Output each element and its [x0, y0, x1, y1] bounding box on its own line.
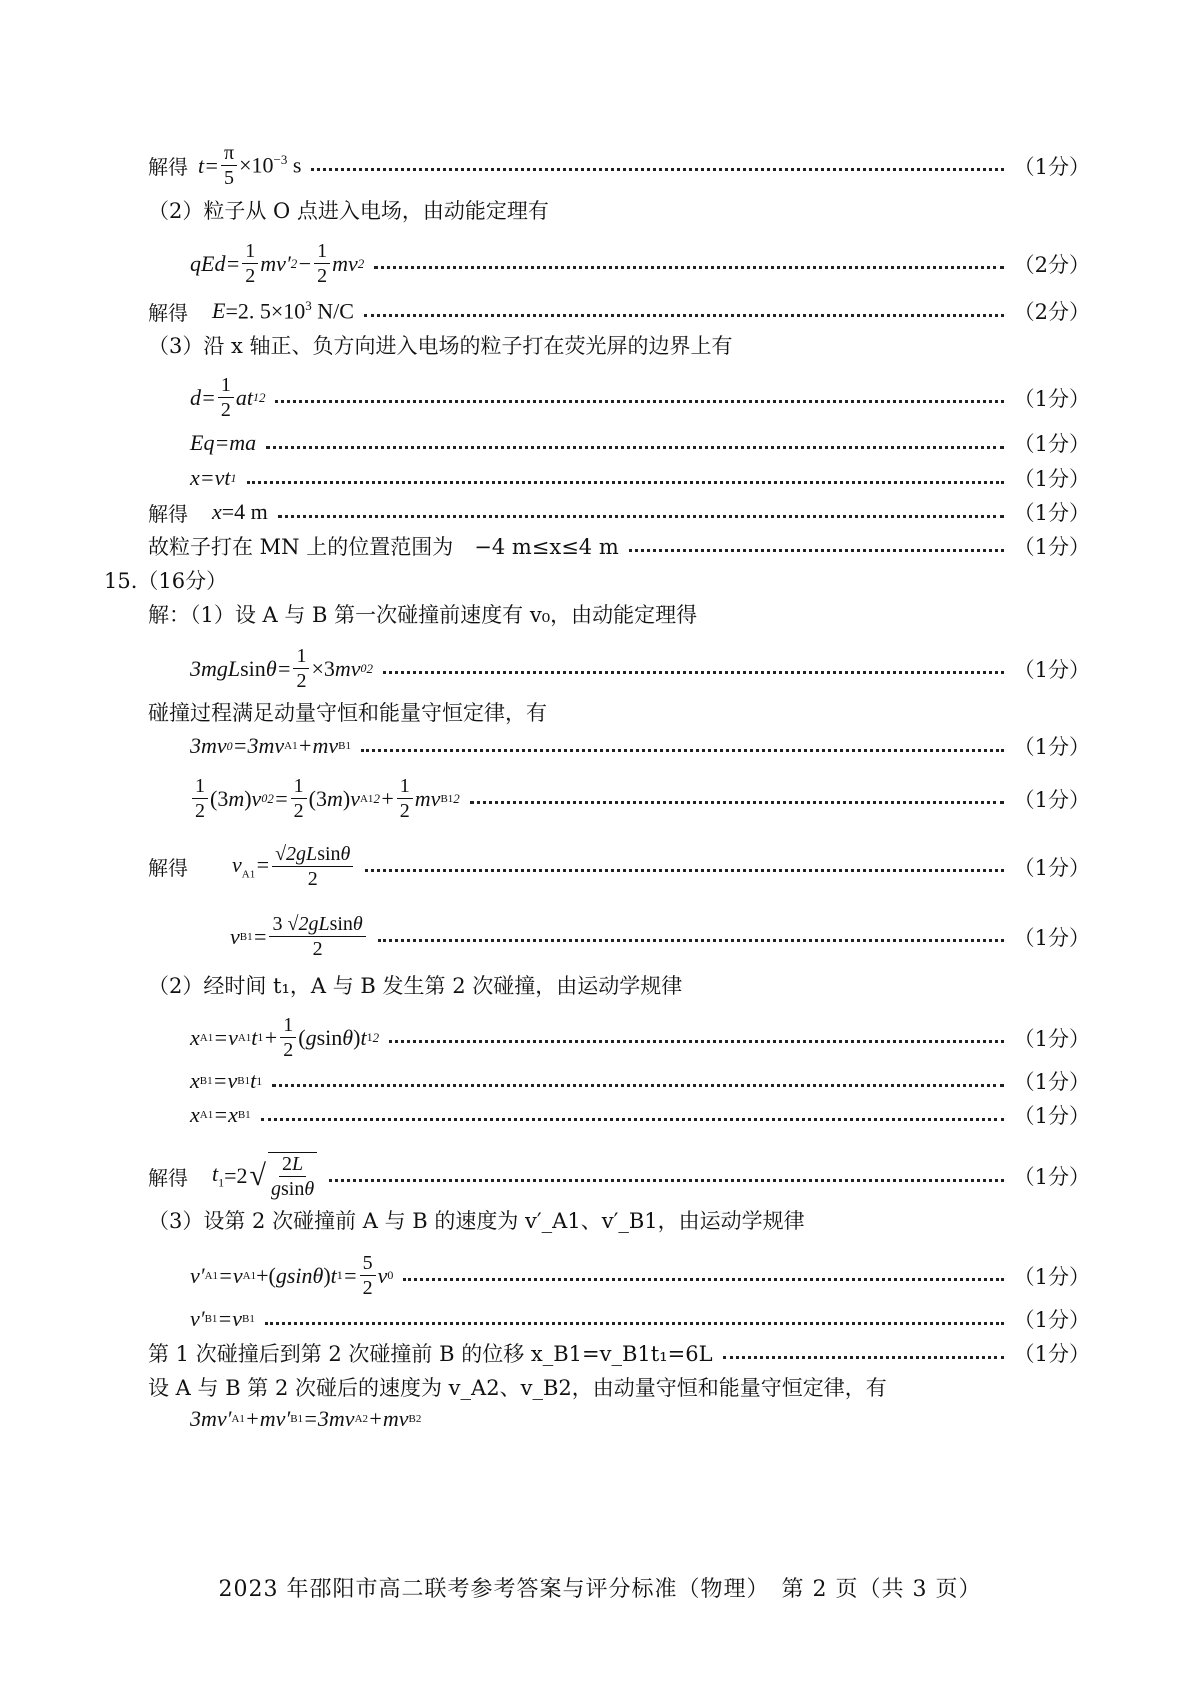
leader-dots [403, 1278, 1003, 1281]
score: （2分） [1013, 252, 1090, 277]
line-4 [148, 296, 1090, 326]
leader-dots [361, 749, 1004, 752]
score: （1分） [1013, 467, 1090, 491]
line-6 [190, 374, 1090, 421]
text-line: 第 1 次碰撞后到第 2 次碰撞前 B 的位移 x_B1=v_B1t₁=6L [148, 1342, 713, 1366]
line-10 [148, 531, 1090, 561]
leader-dots [247, 481, 1004, 484]
score: （1分） [1013, 154, 1090, 179]
leader-dots [266, 446, 1003, 449]
line-26 [190, 1304, 1090, 1334]
score: （1分） [1013, 1165, 1090, 1189]
equation: 解得 $t_1$ =2 √ $\frac{2L}{gsin\theta}$ [148, 1152, 319, 1200]
score: （1分） [1013, 1104, 1090, 1128]
score: （1分） [1013, 735, 1090, 759]
leader-dots [278, 515, 1004, 518]
score: （1分） [1013, 1026, 1090, 1051]
line-3 [190, 240, 1090, 287]
score: （1分） [1013, 855, 1090, 880]
leader-dots [275, 400, 1003, 403]
line-1 [148, 142, 1090, 189]
equation: 3mgL sin θ= $\frac{1}{2}$ ×3 mv 0 2 [190, 645, 374, 692]
leader-dots [272, 1084, 1003, 1087]
leader-dots [470, 801, 1004, 804]
line-14 [148, 697, 1090, 727]
equation: 解得 t= $\frac{\pi}{5}$ $\times 10^{-3}$ s [148, 142, 302, 189]
equation: v′ A1 =v A1 +( gsinθ ) t 1 = $\frac{5}{2}$ v 0 [190, 1252, 394, 1299]
equation: x B1 =v B1 t 1 [190, 1068, 263, 1093]
line-29 [190, 1406, 1090, 1432]
line-13 [190, 645, 1090, 692]
line-23 [148, 1152, 1090, 1200]
question-heading: 15.（16分） [104, 569, 228, 593]
text-line: 碰撞过程满足动量守恒和能量守恒定律，有 [148, 701, 547, 725]
line-24 [148, 1205, 1090, 1235]
leader-dots [265, 1322, 1004, 1325]
equation: x A1 =x B1 [190, 1102, 251, 1127]
leader-dots [383, 671, 1004, 674]
line-11 [104, 565, 1090, 595]
score: （1分） [1013, 787, 1090, 812]
line-20 [190, 1014, 1090, 1061]
line-8 [190, 463, 1090, 493]
equation: 解得 x =4 m [148, 499, 268, 526]
line-12 [148, 599, 1090, 629]
equation: 解得 $v_{A1}=$ $\frac{√2gLsin\theta}{2}$ [148, 843, 355, 890]
line-17 [148, 843, 1090, 890]
equation: v B1 = $\frac{3 √2gLsin\theta}{2}$ [230, 913, 368, 960]
score: （1分） [1013, 535, 1090, 559]
score: （1分） [1013, 1070, 1090, 1094]
line-9 [148, 497, 1090, 527]
line-5 [148, 330, 1090, 360]
equation: x A1 =v A1 t 1 + $\frac{1}{2}$ ( g sin θ ) t 1 2 [190, 1014, 380, 1061]
line-25 [190, 1252, 1090, 1299]
score: （1分） [1013, 1308, 1090, 1332]
score: （2分） [1013, 300, 1090, 324]
equation: 解得 E =2. $5\times 10^3$ N/C [148, 297, 354, 325]
leader-dots [723, 1356, 1004, 1359]
text-line: （2）粒子从 O 点进入电场，由动能定理有 [148, 199, 549, 223]
line-22 [190, 1100, 1090, 1130]
line-28 [148, 1372, 1090, 1402]
leader-dots [374, 266, 1003, 269]
score: （1分） [1013, 925, 1090, 950]
leader-dots [378, 939, 1004, 942]
text-line: 解：（1）设 A 与 B 第一次碰撞前速度有 v₀，由动能定理得 [148, 603, 698, 627]
equation: 3mv 0 =3mv A1 +mv B1 [190, 733, 351, 758]
equation: qEd= $\frac{1}{2}$ mv′ 2 − $\frac{1}{2}$ mv 2 [190, 240, 365, 287]
score: （1分） [1013, 657, 1090, 682]
score: （1分） [1013, 501, 1090, 525]
line-21 [190, 1066, 1090, 1096]
text-line: 故粒子打在 MN 上的位置范围为 −4 m≤x≤4 m [148, 535, 619, 559]
equation: d= $\frac{1}{2}$ at 1 2 [190, 374, 266, 421]
line-15 [190, 731, 1090, 761]
score: （1分） [1013, 1264, 1090, 1289]
line-27 [148, 1338, 1090, 1368]
line-7 [190, 428, 1090, 458]
equation: Eq=ma [190, 430, 257, 455]
equation: x=vt 1 [190, 465, 237, 490]
leader-dots [365, 869, 1003, 872]
page-footer: 2023 年邵阳市高二联考参考答案与评分标准（物理） 第 2 页（共 3 页） [218, 1577, 982, 1602]
score: （1分） [1013, 432, 1090, 456]
leader-dots [364, 314, 1004, 317]
leader-dots [389, 1040, 1004, 1043]
equation: v′ B1 =v B1 [190, 1306, 255, 1331]
score: （1分） [1013, 386, 1090, 411]
line-2 [148, 195, 1090, 225]
text-line: 设 A 与 B 第 2 次碰后的速度为 v_A2、v_B2，由动量守恒和能量守恒定律，有 [148, 1376, 887, 1400]
equation: 3mv′ A1 +mv′ B1 =3mv A2 +mv B2 [190, 1406, 422, 1431]
score: （1分） [1013, 1342, 1090, 1366]
text-line: （3）沿 x 轴正、负方向进入电场的粒子打在荧光屏的边界上有 [148, 334, 733, 358]
leader-dots [311, 168, 1003, 171]
leader-dots [261, 1118, 1004, 1121]
leader-dots [629, 549, 1004, 552]
line-19 [148, 970, 1090, 1000]
text-line: （2）经时间 t₁，A 与 B 发生第 2 次碰撞，由运动学规律 [148, 974, 683, 998]
leader-dots [329, 1179, 1003, 1182]
text-line: （3）设第 2 次碰撞前 A 与 B 的速度为 v′_A1、v′_B1，由运动学规律 [148, 1209, 805, 1233]
line-16 [190, 775, 1090, 822]
equation: $\frac{1}{2}$ (3 m ) v 0 2 = $\frac{1}{2}$ (3 m ) v A1 2 + $\frac{1}{2}$ mv B1 2 [190, 775, 460, 822]
line-18 [230, 913, 1090, 960]
